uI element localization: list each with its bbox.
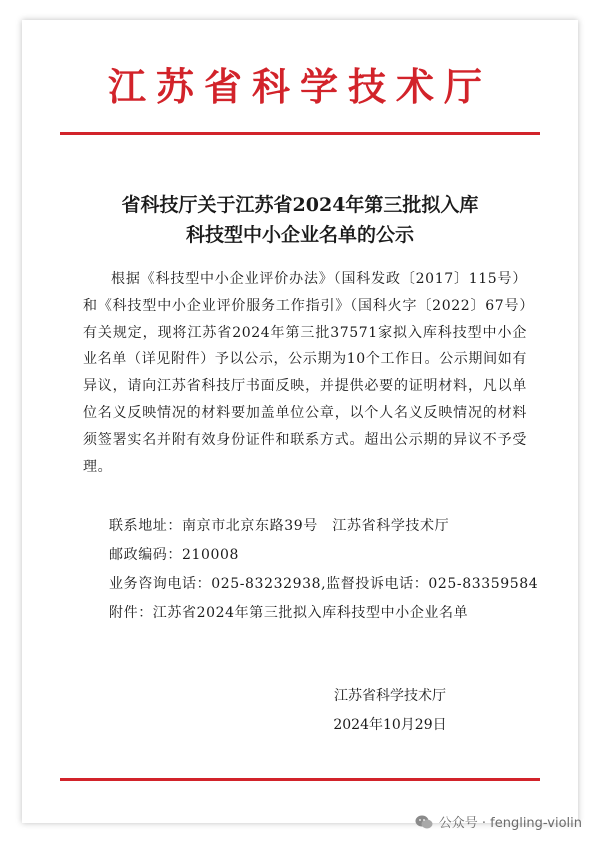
notice-paragraph: 根据《科技型中小企业评价办法》（国科发政〔2017〕115号）和《科技型中小企业评价服务工作指引》（国科火字〔2022〕67号）有关规定，现将江苏省2024年第三批37571家拟入库科技型中小企业名单（详见附件）予以公示，公示期为10个工作日。公示期间如有异议，请向江苏省科技厅书面反映，并提供必要的证明材料，凡以单位名义反映情况的材料要加盖单位公章，以个人名义反映情况的材料须签署实名并附有效身份证件和联系方式。超出公示期的异议不予受理。 [83, 271, 527, 475]
signature-date: 2024年10月29日 [333, 717, 447, 733]
signature-org: 江苏省科学技术厅 [334, 688, 446, 704]
watermark [415, 812, 582, 831]
document-title [70, 190, 530, 250]
wechat-icon [415, 814, 433, 830]
signature-block [300, 682, 480, 740]
contact-postcode: 邮政编码：210008 [109, 547, 240, 563]
agency-header-title: 江苏省科学技术厅 [107, 64, 492, 109]
contact-attachment: 附件：江苏省2024年第三批拟入库科技型中小企业名单 [109, 605, 469, 621]
contact-phones: 业务咨询电话：025-83232938,监督投诉电话：025-83359584 [109, 576, 539, 592]
contact-block [109, 512, 539, 628]
document-title-line-1: 省科技厅关于江苏省2024年第三批拟入库 [121, 194, 479, 216]
header-red-rule [60, 132, 540, 135]
contact-address: 联系地址：南京市北京东路39号 江苏省科学技术厅 [109, 518, 450, 534]
footer-red-rule [60, 778, 540, 781]
document-title-line-2: 科技型中小企业名单的公示 [185, 224, 414, 246]
watermark-label: 公众号 · fengling-violin [438, 816, 582, 831]
